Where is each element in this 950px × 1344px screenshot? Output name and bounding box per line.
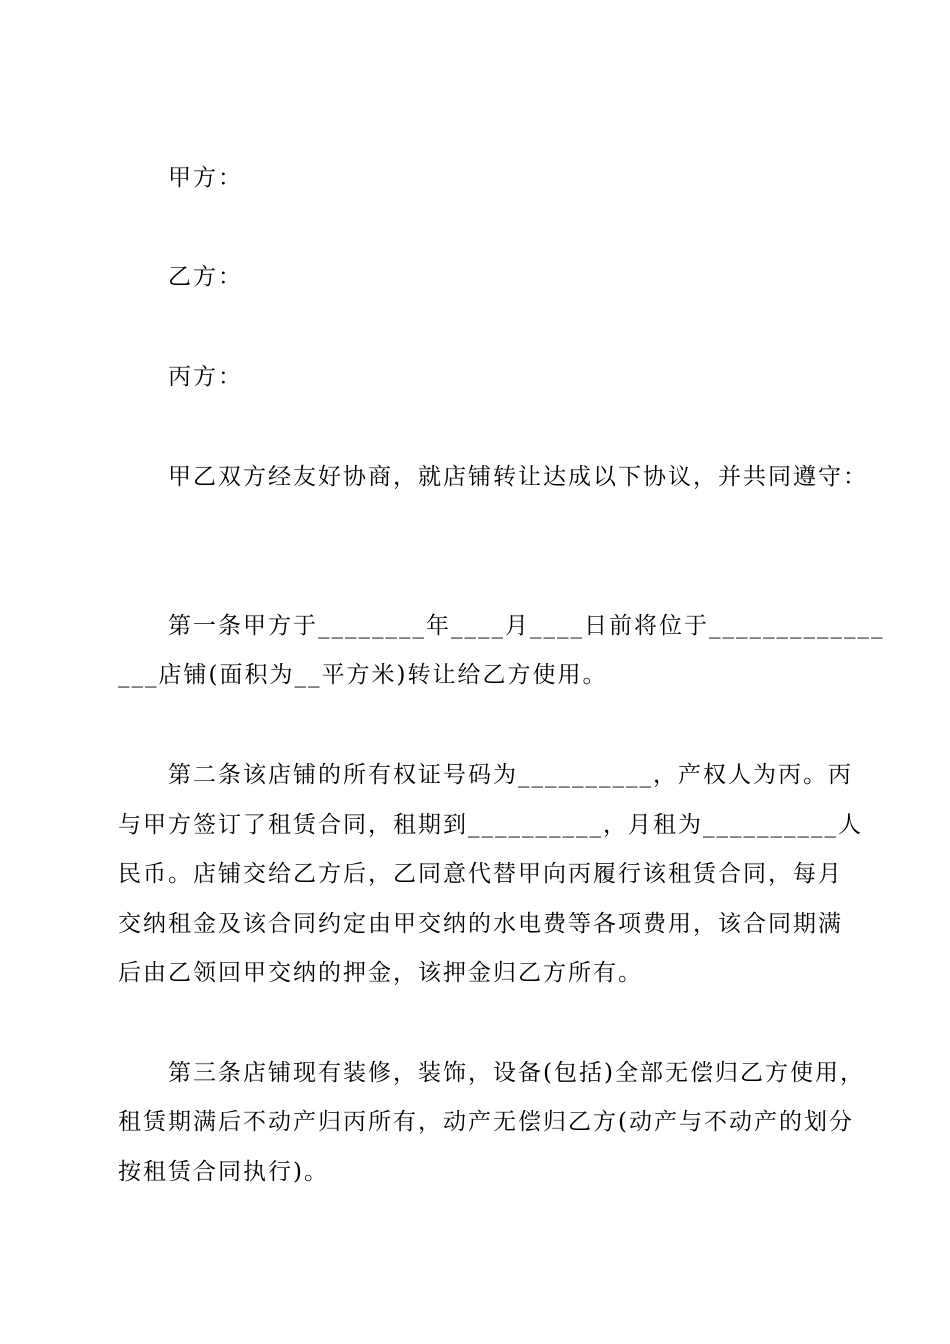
article-3-line-1: 第三条店铺现有装修，装饰，设备(包括)全部无偿归乙方使用， [168,1060,865,1086]
party-c-label: 丙方： [168,364,243,390]
party-a-label: 甲方： [168,165,243,191]
article-1-line-1: 第一条甲方于________年____月____日前将位于_____________ [168,613,885,639]
article-2-line-1: 第二条该店铺的所有权证号码为__________，产权人为丙。丙 [168,762,853,788]
article-2-line-4: 交纳租金及该合同约定由甲交纳的水电费等各项费用，该合同期满 [118,911,843,937]
article-1-line-2: ___店铺(面积为__平方米)转让给乙方使用。 [118,662,608,688]
article-3-line-2: 租赁期满后不动产归丙所有，动产无偿归乙方(动产与不动产的划分 [118,1109,854,1135]
intro-paragraph: 甲乙双方经友好协商，就店铺转让达成以下协议，并共同遵守： [168,464,868,490]
article-2-line-3: 民币。店铺交给乙方后，乙同意代替甲向丙履行该租赁合同，每月 [118,861,843,887]
article-2-line-5: 后由乙领回甲交纳的押金，该押金归乙方所有。 [118,960,643,986]
article-3-line-3: 按租赁合同执行)。 [118,1159,329,1185]
article-2-line-2: 与甲方签订了租赁合同，租期到__________，月租为__________人 [118,812,863,838]
party-b-label: 乙方： [168,264,243,290]
